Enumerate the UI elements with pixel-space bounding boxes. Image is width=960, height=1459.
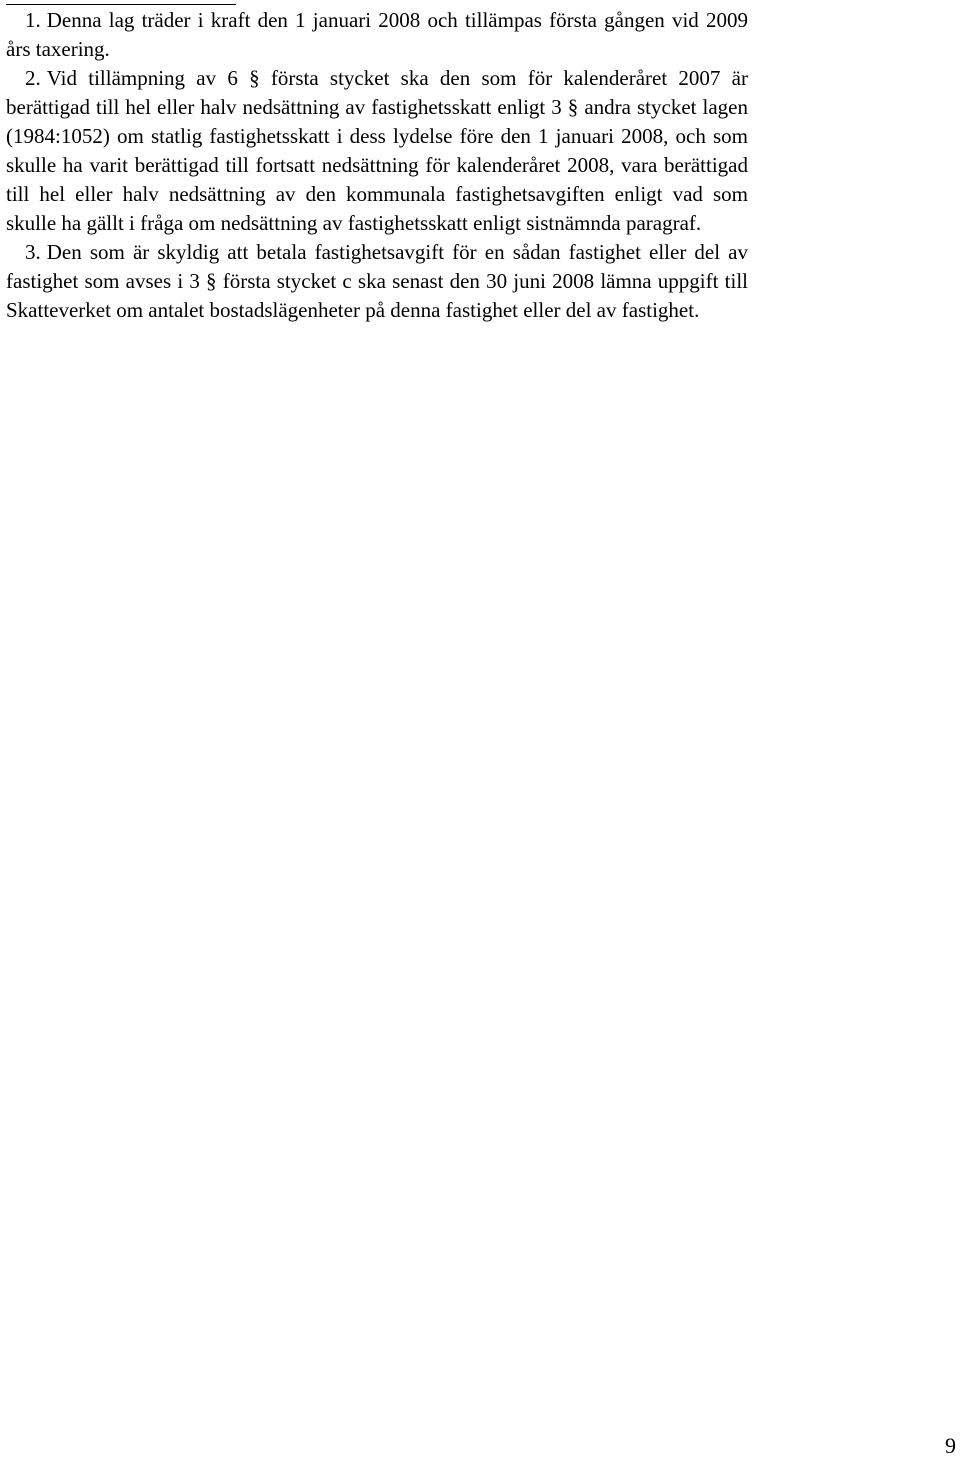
- footnote-3: [6, 238, 748, 325]
- footnote-separator: [6, 4, 236, 5]
- footnotes-section: [6, 6, 748, 325]
- footnote-1: [6, 6, 748, 64]
- footnote-text: Denna lag träder i kraft den 1 januari 2008 och tillämpas första gången vid 2009 års taxering.: [6, 8, 748, 61]
- footnote-number: 1.: [25, 8, 41, 32]
- footnote-number: 2.: [25, 66, 41, 90]
- footnote-text: Den som är skyldig att betala fastighetsavgift för en sådan fastighet eller del av fastighet som avses i 3 § första stycket c ska senast den 30 juni 2008 lämna uppgift till Skatteverket om antalet bostadslägenheter på denna fastighet eller del av fastighet.: [6, 240, 748, 322]
- footnote-2: [6, 64, 748, 238]
- footnote-text: Vid tillämpning av 6 § första stycket ska den som för kalenderåret 2007 är berättigad till hel eller halv nedsättning av fastighetsskatt enligt 3 § andra stycket lagen (1984:1052) om statlig fastighetsskatt i dess lydelse före den 1 januari 2008, och som skulle ha varit berättigad till fortsatt nedsättning för kalenderåret 2008, vara berättigad till hel eller halv nedsättning av den kommunala fastighetsavgiften enligt vad som skulle ha gällt i fråga om nedsättning av fastighetsskatt enligt sistnämnda paragraf.: [6, 66, 748, 235]
- page-number: 9: [945, 1433, 956, 1458]
- footnote-number: 3.: [25, 240, 41, 264]
